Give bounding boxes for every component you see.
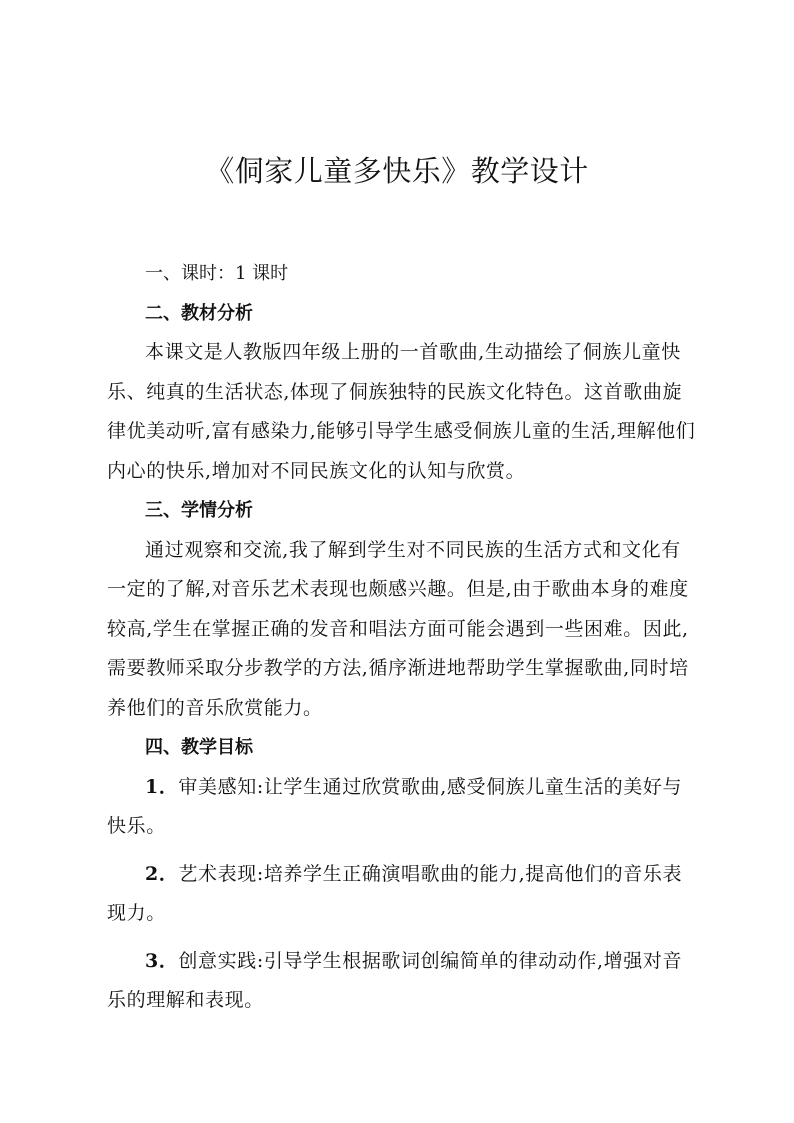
teaching-goals-heading: 四、教学目标 bbox=[145, 737, 253, 758]
paragraph-gap bbox=[107, 847, 697, 855]
document-title: 《侗家儿童多快乐》教学设计 bbox=[205, 154, 589, 188]
teaching-goal-item bbox=[107, 855, 697, 934]
material-analysis-paragraph: 本课文是人教版四年级上册的一首歌曲,生动描绘了侗族儿童快乐、纯真的生活状态,体现了侗族独特的民族文化特色。这首歌曲旋律优美动听,富有感染力,能够引导学生感受侗族儿童的生活,理解他们内心的快乐,增加对不同民族文化的认知与欣赏。 bbox=[107, 341, 696, 482]
document-body bbox=[107, 254, 697, 1021]
goal-text: 创意实践:引导学生根据歌词创编简单的律动动作,增强对音乐的理解和表现。 bbox=[107, 949, 683, 1011]
teaching-goal-item bbox=[107, 942, 697, 1021]
lesson-hours-line: 一、课时：1 课时 bbox=[145, 263, 289, 284]
goal-text: 艺术表现:培养学生正确演唱歌曲的能力,提高他们的音乐表现力。 bbox=[107, 862, 683, 924]
goal-text: 审美感知:让学生通过欣赏歌曲,感受侗族儿童生活的美好与快乐。 bbox=[107, 775, 683, 837]
learner-analysis-heading: 三、学情分析 bbox=[145, 500, 253, 521]
goal-number: 3． bbox=[145, 949, 179, 972]
material-analysis-heading: 二、教材分析 bbox=[145, 302, 253, 324]
paragraph-gap bbox=[107, 934, 697, 942]
goal-number: 1． bbox=[145, 775, 179, 798]
learner-analysis-paragraph: 通过观察和交流,我了解到学生对不同民族的生活方式和文化有一定的了解,对音乐艺术表现也颇感兴趣。但是,由于歌曲本身的难度较高,学生在掌握正确的发音和唱法方面可能会遇到一些困难。因此,需要教师采取分步教学的方法,循序渐进地帮助学生掌握歌曲,同时培养他们的音乐欣赏能力。 bbox=[107, 538, 689, 719]
goal-number: 2． bbox=[145, 862, 179, 885]
teaching-goal-item bbox=[107, 768, 697, 847]
